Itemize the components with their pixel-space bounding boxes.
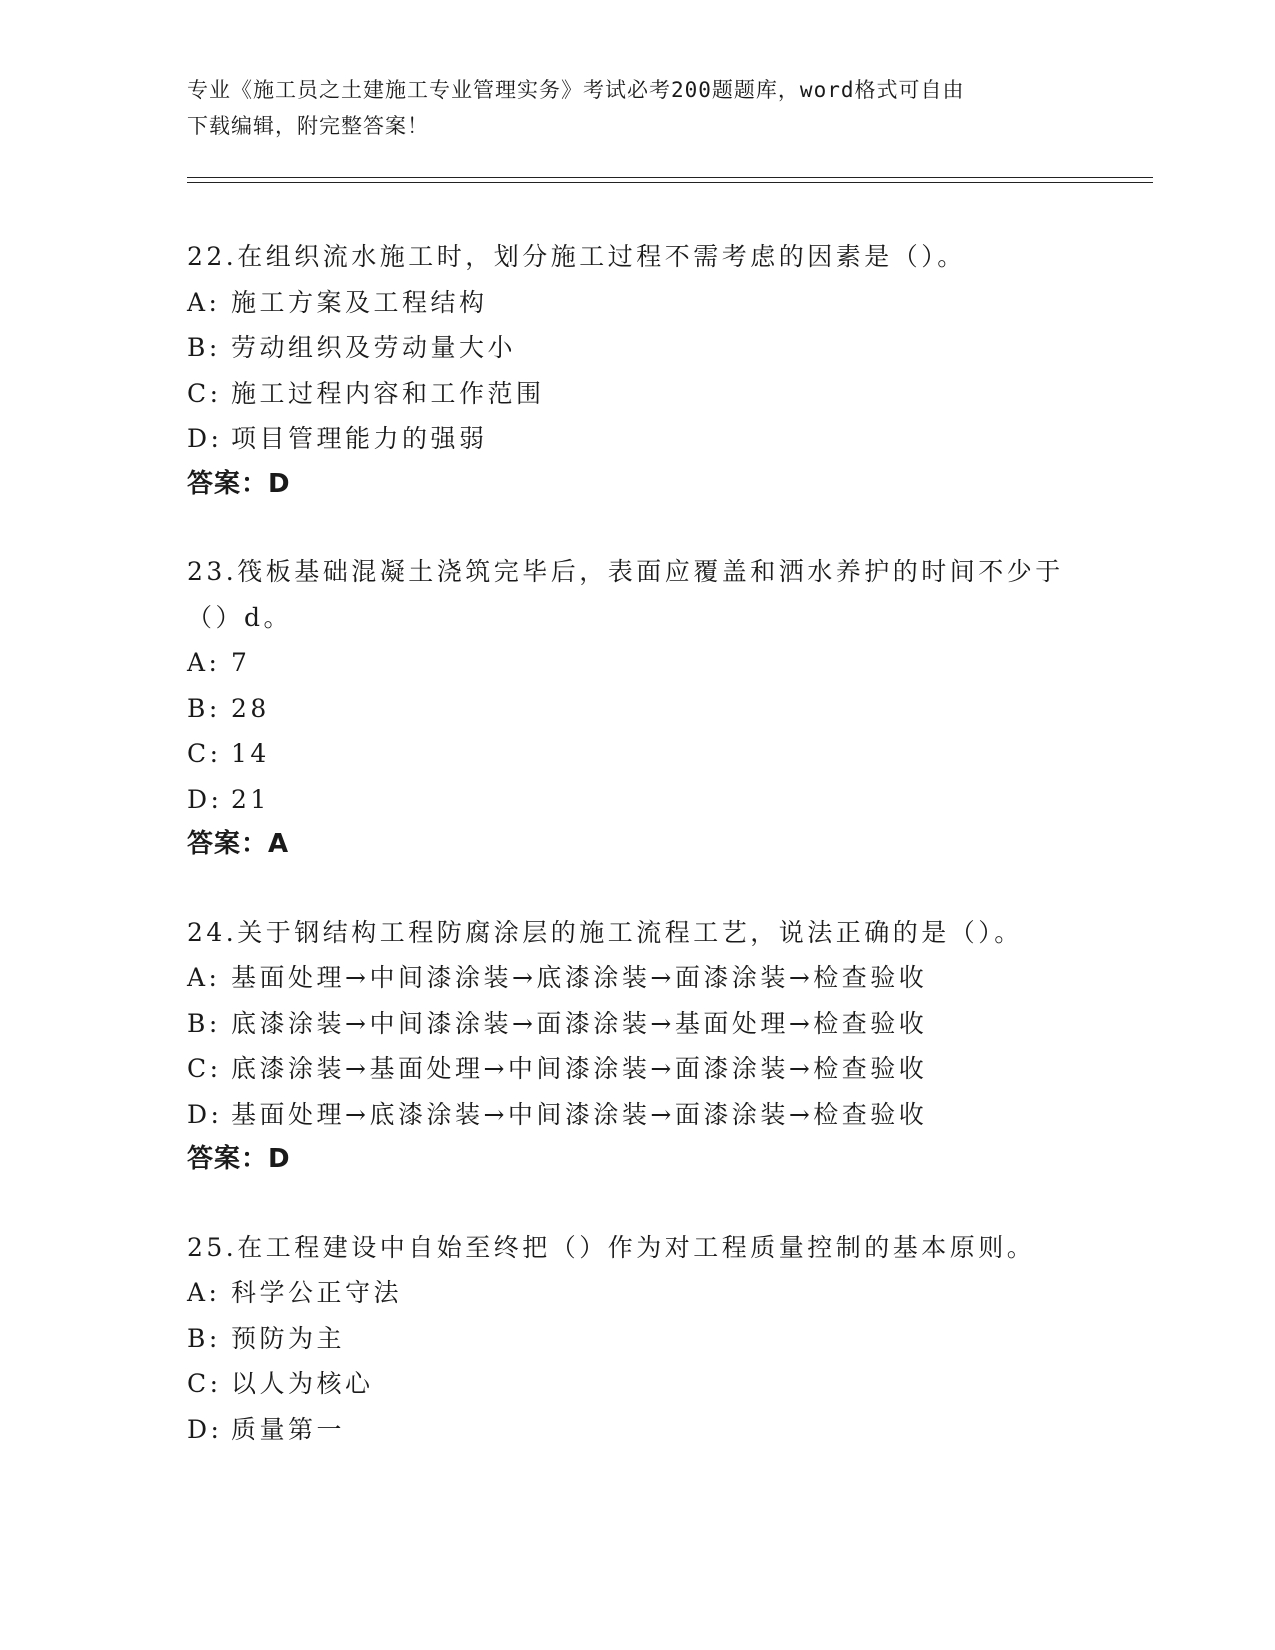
option-d: D: 质量第一 bbox=[187, 1414, 346, 1444]
option-c: C: 底漆涂装→基面处理→中间漆涂装→面漆涂装→检查验收 bbox=[187, 1054, 928, 1083]
header-line-1: 专业《施工员之土建施工专业管理实务》考试必考200题题库，word格式可自由 bbox=[187, 78, 965, 102]
option-a: A: 7 bbox=[187, 648, 251, 677]
option-d: D: 21 bbox=[187, 784, 270, 814]
option-c: C: 以人为核心 bbox=[187, 1369, 374, 1398]
option-b: B: 28 bbox=[187, 693, 270, 723]
option-b: B: 预防为主 bbox=[187, 1323, 346, 1353]
option-a: A: 科学公正守法 bbox=[187, 1278, 403, 1307]
question-stem: 24.关于钢结构工程防腐涂层的施工流程工艺，说法正确的是（）。 bbox=[187, 917, 1023, 947]
question-25 bbox=[187, 1225, 1087, 1453]
option-d: D: 项目管理能力的强弱 bbox=[187, 424, 488, 453]
answer: 答案：D bbox=[187, 468, 291, 499]
option-a: A: 基面处理→中间漆涂装→底漆涂装→面漆涂装→检查验收 bbox=[187, 963, 928, 992]
question-23 bbox=[187, 549, 1087, 868]
question-list bbox=[187, 234, 1087, 1494]
option-d: D: 基面处理→底漆涂装→中间漆涂装→面漆涂装→检查验收 bbox=[187, 1099, 928, 1129]
option-b: B: 底漆涂装→中间漆涂装→面漆涂装→基面处理→检查验收 bbox=[187, 1008, 928, 1038]
answer: 答案：D bbox=[187, 1144, 291, 1174]
option-c: C: 施工过程内容和工作范围 bbox=[187, 378, 545, 408]
option-a: A: 施工方案及工程结构 bbox=[187, 287, 488, 317]
answer: 答案：A bbox=[187, 829, 290, 859]
question-24 bbox=[187, 910, 1087, 1183]
header-divider-bottom bbox=[187, 182, 1153, 183]
question-stem: 22.在组织流水施工时，划分施工过程不需考虑的因素是（）。 bbox=[187, 242, 966, 271]
option-b: B: 劳动组织及劳动量大小 bbox=[187, 333, 517, 362]
question-22 bbox=[187, 234, 1087, 507]
question-stem: 25.在工程建设中自始至终把（）作为对工程质量控制的基本原则。 bbox=[187, 1232, 1036, 1262]
option-c: C: 14 bbox=[187, 739, 270, 768]
header-divider-top bbox=[187, 177, 1153, 178]
question-stem: 23.筏板基础混凝土浇筑完毕后，表面应覆盖和洒水养护的时间不少于 （）d。 bbox=[187, 557, 1064, 632]
header-line-2: 下载编辑，附完整答案！ bbox=[187, 114, 429, 138]
document-header bbox=[187, 72, 1067, 144]
